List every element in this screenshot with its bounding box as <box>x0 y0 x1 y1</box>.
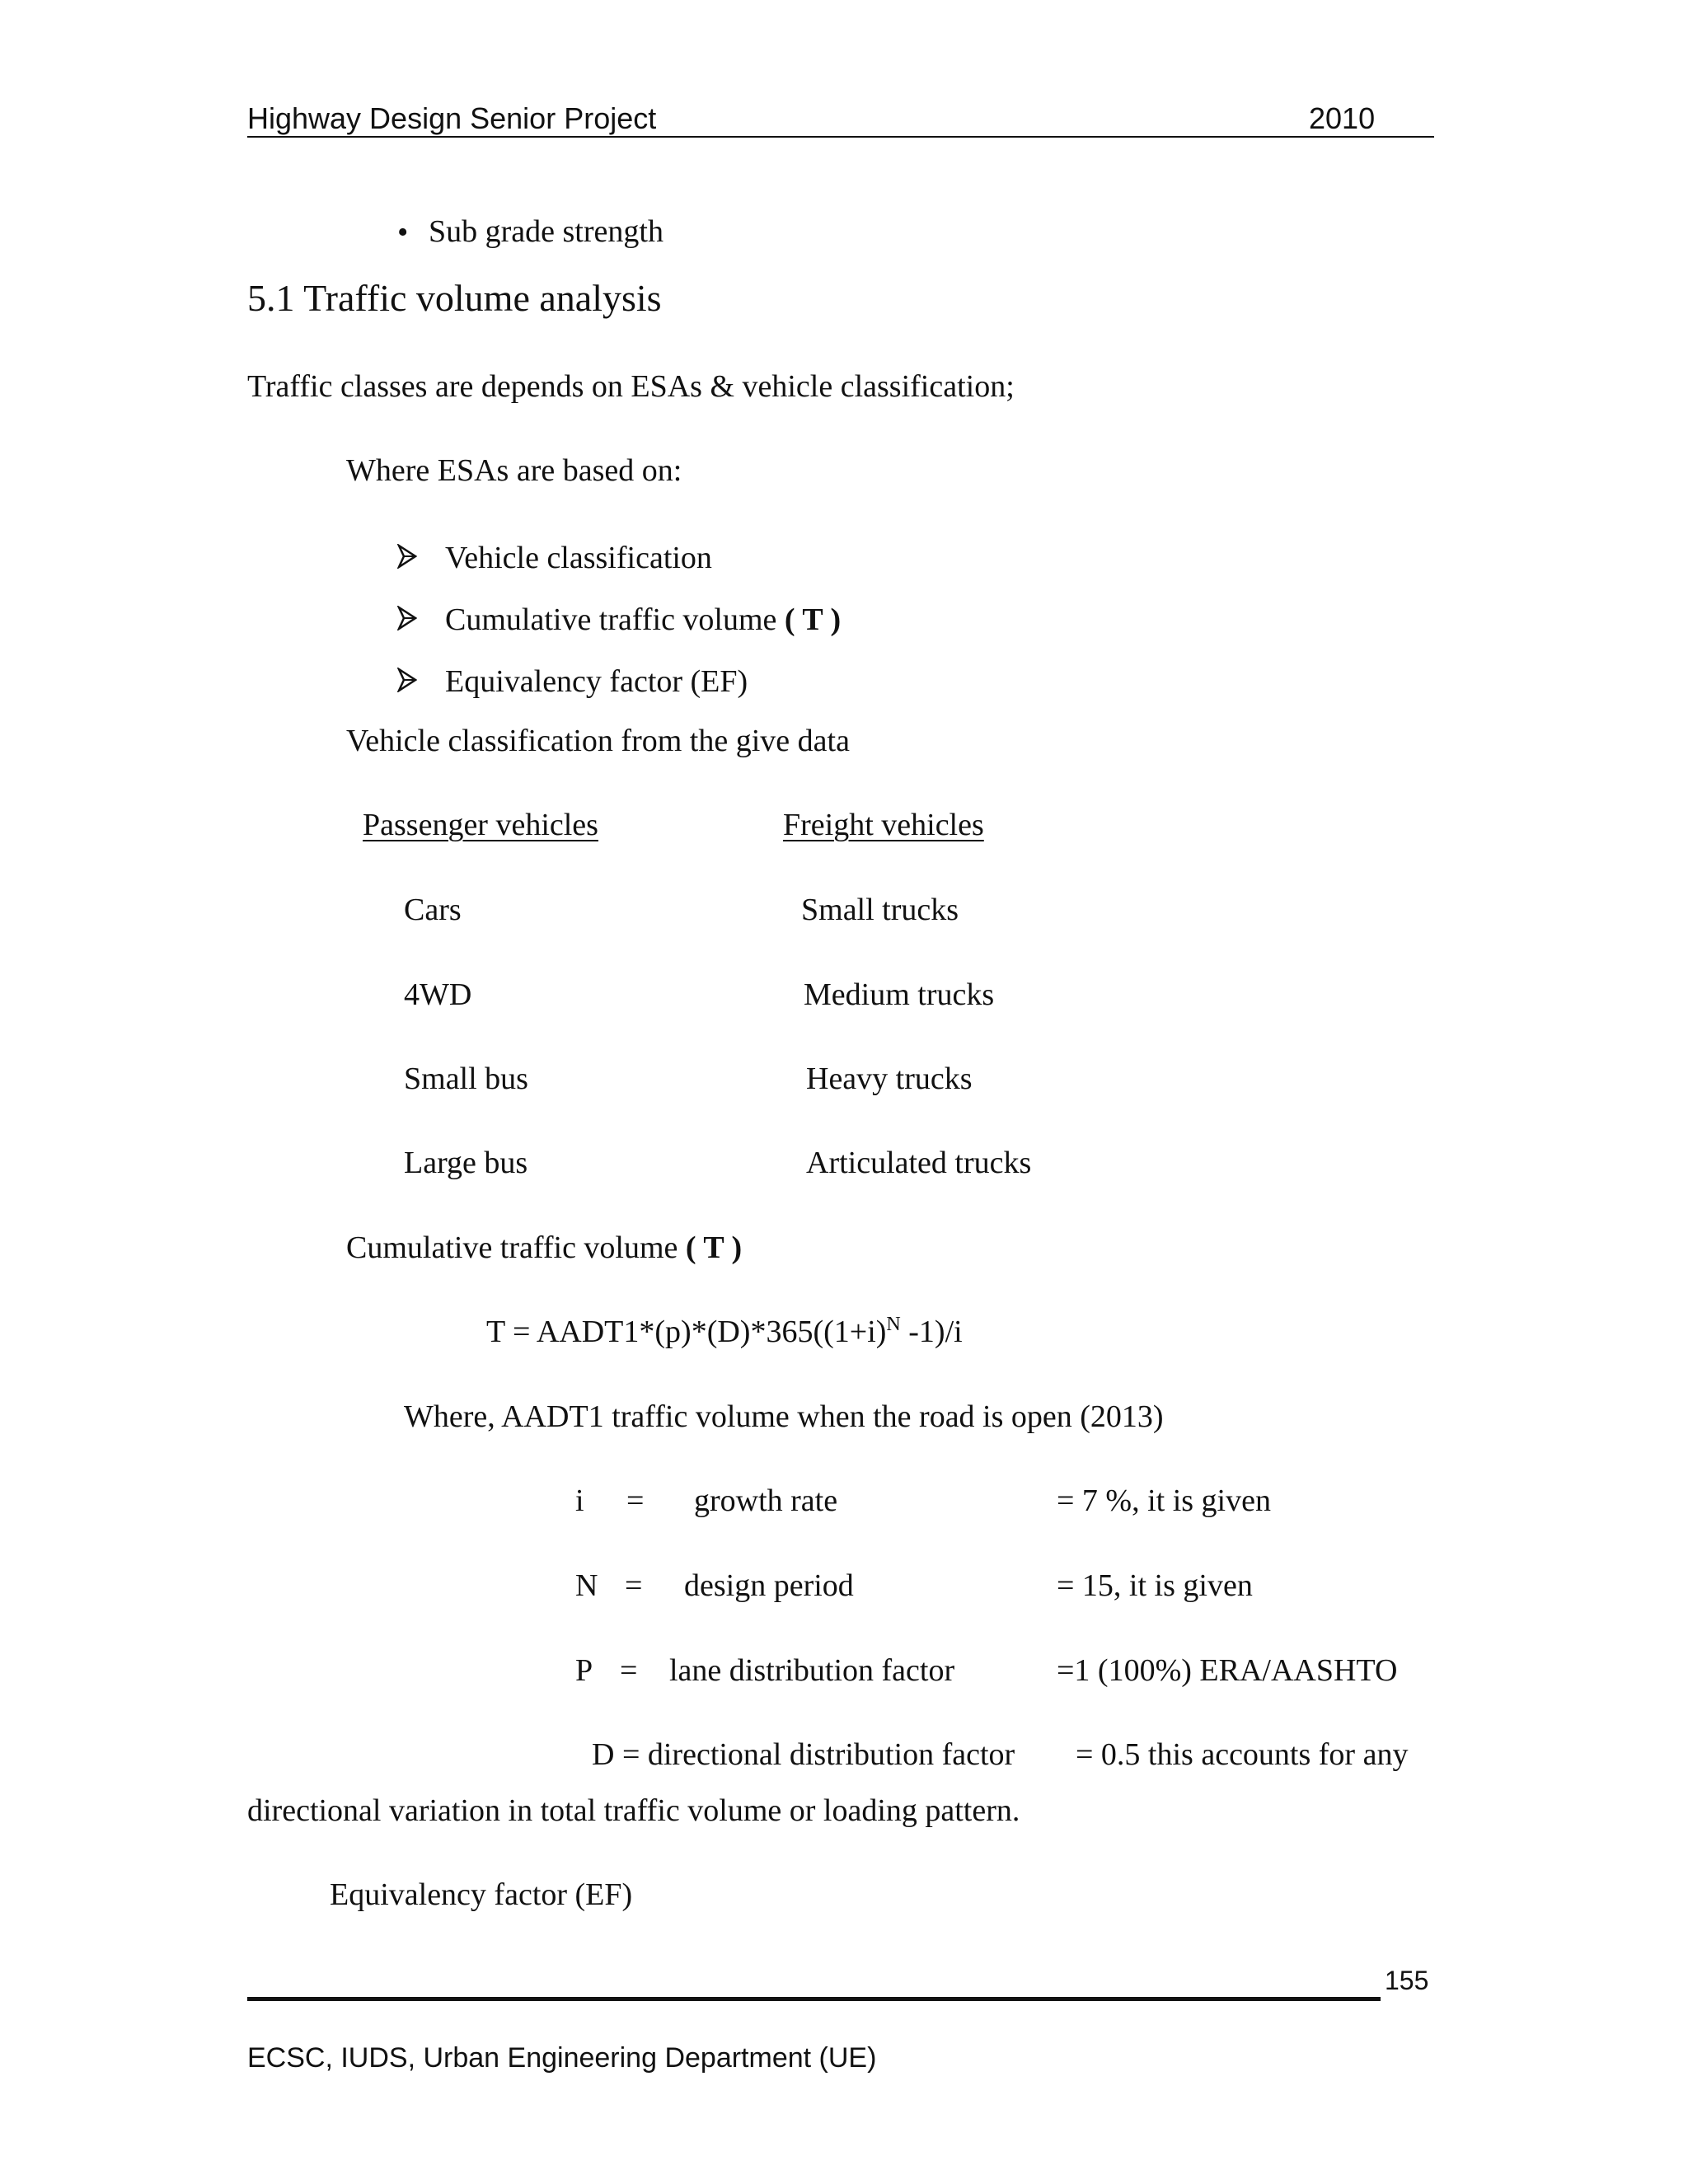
passenger-vehicles-header: Passenger vehicles <box>363 808 598 842</box>
variable-equals: = <box>625 1568 643 1603</box>
variable-equals: = <box>620 1653 638 1688</box>
traffic-formula <box>486 1316 963 1347</box>
cumulative-traffic-heading <box>346 1232 742 1263</box>
aadt-where-line: Where, AADT1 traffic volume when the road is open (2013) <box>404 1399 1164 1434</box>
page-number: 155 <box>1385 1966 1429 1995</box>
passenger-vehicle-item: 4WD <box>404 977 472 1012</box>
directional-factor-continuation: directional variation in total traffic volume or loading pattern. <box>247 1793 1020 1828</box>
list-item <box>445 666 748 697</box>
variable-symbol: P <box>575 1653 593 1688</box>
variable-equals: = <box>626 1483 645 1518</box>
variable-description: design period <box>684 1568 854 1603</box>
arrow-bullet-icon <box>397 668 417 692</box>
variable-value: = 7 %, it is given <box>1057 1483 1271 1518</box>
freight-vehicle-item: Heavy trucks <box>806 1062 973 1096</box>
where-esas-line: Where ESAs are based on: <box>346 453 682 488</box>
formula-tail: -1)/i <box>900 1315 963 1349</box>
intro-paragraph: Traffic classes are depends on ESAs & vehicle classification; <box>247 369 1015 404</box>
variable-value: = 15, it is given <box>1057 1568 1253 1603</box>
passenger-vehicle-item: Small bus <box>404 1062 528 1096</box>
formula-main: T = AADT1*(p)*(D)*365((1+i) <box>486 1315 887 1349</box>
header-rule <box>247 136 1434 138</box>
cumulative-heading-bold: ( T ) <box>685 1230 743 1265</box>
equivalency-factor-heading: Equivalency factor (EF) <box>330 1877 633 1912</box>
header-title: Highway Design Senior Project <box>247 101 657 135</box>
freight-vehicle-item: Medium trucks <box>804 977 995 1012</box>
cumulative-heading-text: Cumulative traffic volume <box>346 1230 686 1265</box>
list-item-bold: ( T ) <box>784 602 842 637</box>
freight-vehicle-item: Small trucks <box>801 893 959 927</box>
variable-symbol: i <box>575 1483 584 1518</box>
bullet-dot-icon: • <box>397 215 409 250</box>
section-heading: 5.1 Traffic volume analysis <box>247 277 662 319</box>
passenger-vehicle-item: Cars <box>404 893 462 927</box>
vehicle-classification-line: Vehicle classification from the give data <box>346 724 850 758</box>
directional-factor-value: = 0.5 this accounts for any <box>1076 1737 1409 1772</box>
variable-value: =1 (100%) ERA/AASHTO <box>1057 1653 1398 1688</box>
directional-factor-line: D = directional distribution factor <box>592 1737 1015 1772</box>
list-item <box>445 604 841 635</box>
list-item-text: Equivalency factor (EF) <box>445 664 748 699</box>
formula-exponent: N <box>886 1314 901 1335</box>
list-item-text: Cumulative traffic volume <box>445 602 785 637</box>
variable-description: growth rate <box>694 1483 838 1518</box>
variable-description: lane distribution factor <box>669 1653 955 1688</box>
bullet-item-text: Sub grade strength <box>429 214 663 249</box>
freight-vehicle-item: Articulated trucks <box>806 1146 1032 1180</box>
arrow-bullet-icon <box>397 544 417 569</box>
footer-text: ECSC, IUDS, Urban Engineering Department (UE) <box>247 2042 877 2074</box>
variable-symbol: N <box>575 1568 598 1603</box>
footer-rule <box>247 1997 1381 2001</box>
list-item-text: Vehicle classification <box>445 541 712 575</box>
arrow-bullet-icon <box>397 606 417 630</box>
passenger-vehicle-item: Large bus <box>404 1146 528 1180</box>
list-item <box>445 542 712 574</box>
header-year: 2010 <box>1309 101 1376 135</box>
freight-vehicles-header: Freight vehicles <box>783 808 984 842</box>
